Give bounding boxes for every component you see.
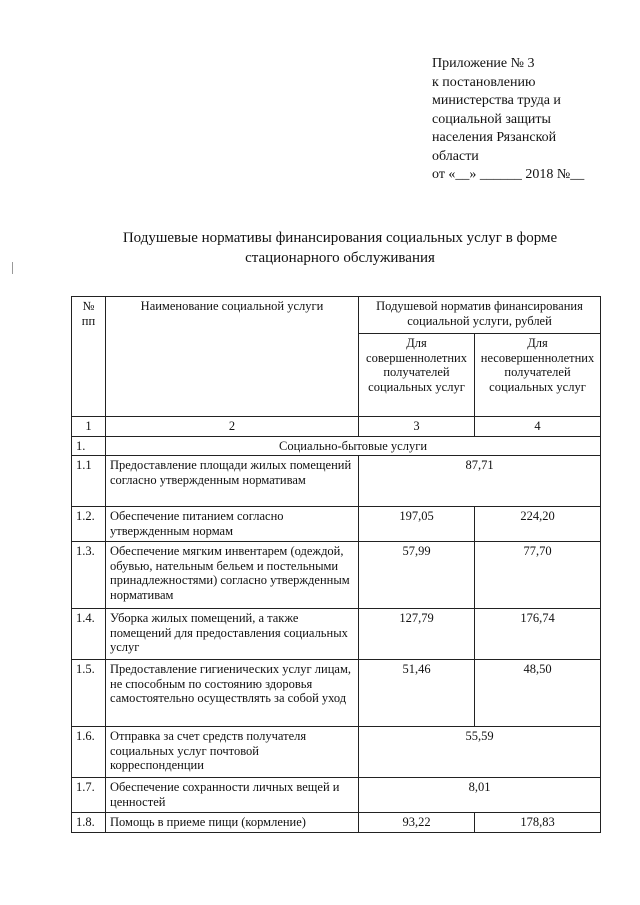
document-title-line1: Подушевые нормативы финансирования социальных услуг в форме: [122, 230, 558, 246]
document-title-line2: стационарного обслуживания: [245, 250, 435, 266]
column-number: 1: [72, 417, 106, 437]
norm-value-minor: 224,20: [475, 507, 601, 542]
norms-table: [71, 296, 601, 833]
section-title: Социально-бытовые услуги: [106, 436, 601, 456]
service-name: Помощь в приеме пищи (кормление): [106, 813, 359, 833]
row-number: 1.8.: [72, 813, 106, 833]
appendix-line: социальной защиты: [432, 111, 551, 127]
service-name: Уборка жилых помещений, а также помещений для предоставления социальных услуг: [106, 609, 359, 660]
column-number: 3: [359, 417, 475, 437]
table-row: [72, 456, 601, 507]
norm-value-adult: 197,05: [359, 507, 475, 542]
norm-value-minor: 178,83: [475, 813, 601, 833]
service-name: Обеспечение питанием согласно утвержденным нормам: [106, 507, 359, 542]
table-row: [72, 778, 601, 813]
section-row: [72, 436, 601, 456]
appendix-block: [432, 55, 632, 185]
row-number: 1.5.: [72, 660, 106, 727]
header-service-name: Наименование социальной услуги: [106, 297, 359, 417]
norm-value-merged: 55,59: [359, 727, 601, 778]
norm-value-merged: 8,01: [359, 778, 601, 813]
appendix-line: министерства труда и: [432, 93, 561, 108]
norm-value-minor: 176,74: [475, 609, 601, 660]
row-number: 1.2.: [72, 507, 106, 542]
appendix-line: Приложение № 3: [432, 56, 535, 71]
table-row: [72, 542, 601, 609]
document-title: [60, 228, 620, 268]
column-number: 2: [106, 417, 359, 437]
norm-value-adult: 127,79: [359, 609, 475, 660]
service-name: Обеспечение мягким инвентарем (одеждой, обувью, нательным бельем и постельными принадлежностями) согласно утвержденным нормативам: [106, 542, 359, 609]
appendix-line: к постановлению: [432, 74, 536, 90]
norm-value-adult: 57,99: [359, 542, 475, 609]
table-row: [72, 813, 601, 833]
column-number: 4: [475, 417, 601, 437]
table-row: [72, 507, 601, 542]
header-number: № пп: [72, 297, 106, 417]
service-name: Обеспечение сохранности личных вещей и ценностей: [106, 778, 359, 813]
row-number: 1.4.: [72, 609, 106, 660]
row-number: 1.3.: [72, 542, 106, 609]
norm-value-adult: 93,22: [359, 813, 475, 833]
norm-value-minor: 77,70: [475, 542, 601, 609]
table-row: [72, 609, 601, 660]
appendix-line: от «__» ______ 2018 №__: [432, 167, 585, 182]
appendix-line: населения Рязанской: [432, 130, 557, 145]
row-number: 1.1: [72, 456, 106, 507]
section-number: 1.: [72, 436, 106, 456]
header-minor: Для несовершеннолетних получателей социальных услуг: [475, 334, 601, 417]
norm-value-merged: 87,71: [359, 456, 601, 507]
table-row: [72, 727, 601, 778]
service-name: Предоставление гигиенических услуг лицам, не способным по состоянию здоровья самостоятельно осуществлять за собой уход: [106, 660, 359, 727]
column-numbers-row: [72, 417, 601, 437]
norm-value-adult: 51,46: [359, 660, 475, 727]
row-number: 1.7.: [72, 778, 106, 813]
service-name: Предоставление площади жилых помещений согласно утвержденным нормативам: [106, 456, 359, 507]
row-number: 1.6.: [72, 727, 106, 778]
appendix-line: области: [432, 148, 479, 164]
scan-margin-mark: [12, 262, 13, 274]
table-row: [72, 660, 601, 727]
service-name: Отправка за счет средств получателя социальных услуг почтовой корреспонденции: [106, 727, 359, 778]
header-norm: Подушевой норматив финансирования социальной услуги, рублей: [359, 297, 601, 334]
header-adult: Для совершеннолетних получателей социальных услуг: [359, 334, 475, 417]
norm-value-minor: 48,50: [475, 660, 601, 727]
